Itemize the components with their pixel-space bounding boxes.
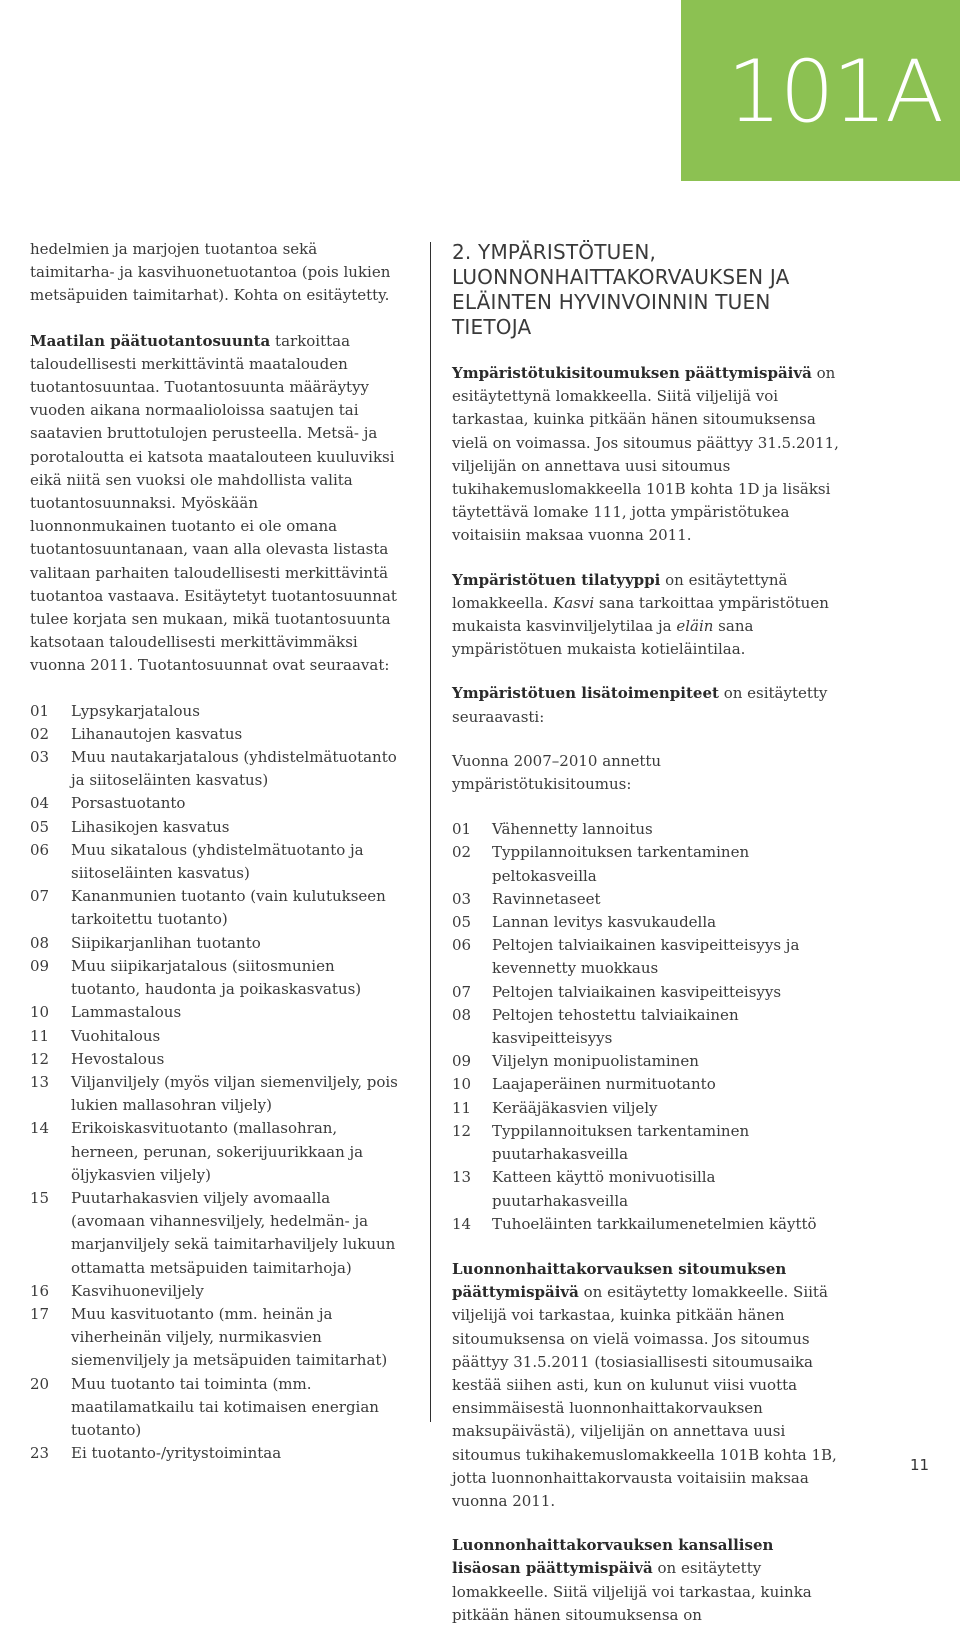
list-item-text: Lypsykarjatalous	[71, 701, 200, 720]
list-item-text: Laajaperäinen nurmituotanto	[492, 1075, 716, 1094]
list-item-text: Ei tuotanto-/yritystoimintaa	[71, 1444, 282, 1463]
list-item-text: Kananmunien tuotanto (vain kulutukseen tarkoitettu tuotanto)	[71, 887, 386, 929]
list-item-text: Viljanviljely (myös viljan siemenviljely, pois lukien mallasohran viljely)	[71, 1072, 398, 1115]
list-item	[30, 839, 398, 885]
list-item-text: Porsastuotanto	[71, 794, 186, 813]
list-item-number: 07	[452, 982, 472, 1001]
list-item	[30, 746, 398, 792]
list-item-text: Muu tuotanto tai toiminta (mm. maatilamatkailu tai kotimaisen energian tuotanto)	[71, 1374, 379, 1439]
national-supplement-term: Luonnonhaittakorvauksen kansallisen lisäosan päättymispäivä	[452, 1536, 774, 1578]
list-item-text: Lihasikojen kasvatus	[71, 817, 230, 836]
list-item	[452, 841, 842, 887]
list-item	[452, 981, 842, 1004]
list-item-text: Peltojen talviaikainen kasvipeitteisyys	[492, 982, 782, 1001]
list-item	[30, 1048, 398, 1071]
list-item-number: 15	[30, 1188, 50, 1207]
list-item	[30, 816, 398, 839]
list-item-number: 14	[30, 1119, 50, 1138]
list-item-text: Puutarhakasvien viljely avomaalla (avomaan vihannesviljely, hedelmän- ja marjanviljely sekä taimitarhaviljely lukuun ottamatta metsäpuiden taimitarhoja)	[71, 1188, 396, 1277]
additional-measures-paragraph	[452, 682, 842, 728]
list-item	[30, 932, 398, 955]
list-item-text: Muu sikatalous (yhdistelmätuotanto ja siitoseläinten kasvatus)	[71, 840, 364, 883]
list-item	[452, 934, 842, 980]
main-production-paragraph	[30, 330, 398, 678]
list-item-text: Kerääjäkasvien viljely	[492, 1098, 658, 1117]
national-supplement-text: on esitäytetty lomakkeelle. Siitä viljelijä voi tarkastaa, kuinka pitkään hänen sitoumuksensa on	[452, 1559, 812, 1624]
list-item	[30, 1117, 398, 1187]
list-item-number: 06	[30, 840, 50, 859]
list-item-text: Typpilannoituksen tarkentaminen peltokasveilla	[492, 843, 750, 885]
list-item-number: 14	[452, 1214, 472, 1233]
list-item	[30, 1442, 398, 1465]
list-item	[452, 1004, 842, 1050]
list-item	[30, 700, 398, 723]
lfa-commitment-term: Luonnonhaittakorvauksen sitoumuksen päättymispäivä	[452, 1259, 787, 1302]
list-item-number: 20	[30, 1374, 50, 1393]
list-item-text: Vuohitalous	[71, 1026, 161, 1045]
list-item-text: Tuhoeläinten tarkkailumenetelmien käyttö	[492, 1214, 817, 1233]
production-list	[30, 700, 398, 1466]
list-item-number: 06	[452, 936, 472, 955]
farm-type-elain: eläin	[676, 617, 714, 636]
list-item-text: Siipikarjanlihan tuotanto	[71, 933, 261, 952]
lfa-commitment-text: on esitäytetty lomakkeelle. Siitä viljelijä voi tarkastaa, kuinka pitkään hänen sitoumuksensa on vielä voimassa. Jos sitoumus päättyy 31.5.2011 (tosiasiallisesti sitoumusaika kestää siihen asti, kun on kulunut viisi vuotta ensimmäisestä luonnonhaittakorvauksen maksupäivästä), viljelijän on annettava uusi sitoumus tukihakemuslomakkeella 101B kohta 1B, jotta luonnonhaittakorvausta voitaisiin maksaa vuonna 2011.	[452, 1283, 837, 1510]
list-item-number: 05	[30, 817, 50, 836]
list-item-number: 02	[452, 843, 472, 862]
list-item-number: 13	[30, 1072, 50, 1091]
list-item	[30, 1025, 398, 1048]
list-item-number: 16	[30, 1281, 50, 1300]
additional-measures-text: on esitäytetty seuraavasti:	[452, 684, 828, 726]
env-commitment-paragraph	[452, 362, 842, 548]
list-item-number: 07	[30, 887, 50, 906]
list-item	[452, 1073, 842, 1096]
list-item	[30, 885, 398, 931]
column-divider	[430, 242, 431, 1422]
list-item-text: Lammastalous	[71, 1003, 182, 1022]
form-code-label: 101A	[727, 42, 942, 142]
right-column	[452, 238, 842, 1627]
list-item	[452, 1166, 842, 1212]
list-item	[452, 888, 842, 911]
list-item-number: 02	[30, 724, 50, 743]
list-item-text: Ravinnetaseet	[492, 889, 601, 908]
list-item-number: 11	[30, 1026, 50, 1045]
page-number: 11	[910, 1456, 930, 1474]
env-commitment-text: on esitäytettynä lomakkeella. Siitä viljelijä voi tarkastaa, kuinka pitkään hänen sitoumuksensa vielä on voimassa. Jos sitoumus päättyy 31.5.2011, viljelijän on annettava uusi sitoumus tukihakemuslomakkeella 101B kohta 1D ja lisäksi täytettävä lomake 111, jotta ympäristötukea voitaisiin maksaa vuonna 2011.	[452, 364, 839, 545]
list-item	[452, 1213, 842, 1236]
list-item-text: Muu kasvituotanto (mm. heinän ja viherheinän viljely, nurmikasvien siemenviljely ja metsäpuiden taimitarhat)	[71, 1304, 388, 1370]
list-item-number: 09	[30, 956, 50, 975]
list-item-number: 10	[452, 1075, 472, 1094]
list-item-number: 04	[30, 794, 50, 813]
list-item	[30, 1303, 398, 1373]
list-item-text: Peltojen tehostettu talviaikainen kasvipeitteisyys	[492, 1005, 739, 1048]
list-item-number: 03	[452, 889, 472, 908]
section-heading: 2. YMPÄRISTÖTUEN, LUONNONHAITTAKORVAUKSEN JA ELÄINTEN HYVINVOINNIN TUEN TIETOJA	[452, 240, 790, 339]
list-item-number: 13	[452, 1168, 472, 1187]
list-item	[452, 911, 842, 934]
list-item-text: Hevostalous	[71, 1049, 165, 1068]
farm-type-kasvi: Kasvi	[553, 593, 595, 612]
farm-type-text-c: sana ympäristötuen mukaista kotieläintilaa.	[452, 617, 754, 659]
list-item	[30, 1280, 398, 1303]
list-item	[30, 723, 398, 746]
env-commitment-term: Ympäristötukisitoumuksen päättymispäivä	[452, 364, 812, 382]
list-item-number: 09	[452, 1052, 472, 1071]
list-item-text: Erikoiskasvituotanto (mallasohran, herneen, perunan, sokerijuurikkaan ja öljykasvien viljely)	[71, 1119, 364, 1184]
list-item-text: Muu nautakarjatalous (yhdistelmätuotanto ja siitoseläinten kasvatus)	[71, 748, 397, 790]
list-item	[30, 792, 398, 815]
list-item-number: 10	[30, 1003, 50, 1022]
list-item	[30, 1187, 398, 1280]
left-column	[30, 238, 398, 1465]
list-item	[30, 955, 398, 1001]
measures-list	[452, 818, 842, 1236]
list-item-text: Muu siipikarjatalous (siitosmunien tuotanto, haudonta ja poikaskasvatus)	[71, 956, 362, 999]
farm-type-text-a: on esitäytettynä lomakkeella.	[452, 570, 788, 612]
list-item	[452, 1050, 842, 1073]
farm-type-text-b: sana tarkoittaa ympäristötuen mukaista kasvinviljelytilaa ja	[452, 593, 829, 636]
list-item-number: 12	[30, 1049, 50, 1068]
list-item-number: 08	[452, 1005, 472, 1024]
list-item-text: Viljelyn monipuolistaminen	[492, 1052, 699, 1071]
list-item-text: Peltojen talviaikainen kasvipeitteisyys ja kevennetty muokkaus	[492, 936, 800, 978]
list-item-text: Lihanautojen kasvatus	[71, 724, 243, 743]
farm-type-paragraph	[452, 569, 842, 662]
main-production-term: Maatilan päätuotantosuunta	[30, 331, 271, 350]
list-item-number: 05	[452, 913, 472, 932]
list-item	[452, 818, 842, 841]
list-item	[30, 1001, 398, 1024]
list-item-text: Typpilannoituksen tarkentaminen puutarhakasveilla	[492, 1121, 750, 1164]
list-item-text: Lannan levitys kasvukaudella	[492, 913, 717, 932]
list-item-number: 03	[30, 748, 50, 767]
list-item-number: 01	[30, 701, 50, 720]
list-item-text: Kasvihuoneviljely	[71, 1281, 204, 1300]
additional-measures-term: Ympäristötuen lisätoimenpiteet	[452, 684, 719, 703]
list-item	[30, 1373, 398, 1443]
commitment-year-line: Vuonna 2007–2010 annettu ympäristötukisitoumus:	[452, 751, 662, 794]
list-item-number: 23	[30, 1444, 50, 1463]
list-item-number: 12	[452, 1121, 472, 1140]
list-item	[452, 1120, 842, 1166]
list-item-number: 08	[30, 933, 50, 952]
list-item-number: 11	[452, 1098, 472, 1117]
lfa-commitment-paragraph	[452, 1258, 842, 1513]
list-item-text: Katteen käyttö monivuotisilla puutarhakasveilla	[492, 1168, 716, 1210]
farm-type-term: Ympäristötuen tilatyyppi	[452, 570, 661, 589]
national-supplement-paragraph	[452, 1534, 842, 1627]
list-item-number: 17	[30, 1304, 50, 1323]
list-item-text: Vähennetty lannoitus	[492, 820, 653, 839]
intro-paragraph: hedelmien ja marjojen tuotantoa sekä taimitarha- ja kasvihuonetuotantoa (pois lukien metsäpuiden taimitarhat). Kohta on esitäytetty.	[30, 240, 391, 305]
main-production-text: tarkoittaa taloudellisesti merkittävintä maatalouden tuotantosuuntaa. Tuotantosuunta määräytyy vuoden aikana normaalioloissa saatujen tai saatavien bruttotulojen perusteella. Metsä- ja porotaloutta ei katsota maatalouteen kuuluviksi eikä niitä sen vuoksi ole mahdollista valita tuotantosuunnaksi. Myöskään luonnonmukainen tuotanto ei ole omana tuotantosuuntanaan, vaan alla olevasta listasta valitaan parhaiten taloudellisesti merkittävintä tuotantoa vastaava. Esitäytetyt tuotantosuunnat tulee korjata sen mukaan, mikä tuotantosuunta katsotaan taloudellisesti merkittävimmäksi vuonna 2011. Tuotantosuunnat ovat seuraavat:	[30, 331, 397, 675]
list-item	[452, 1097, 842, 1120]
list-item	[30, 1071, 398, 1117]
list-item-number: 01	[452, 820, 472, 839]
